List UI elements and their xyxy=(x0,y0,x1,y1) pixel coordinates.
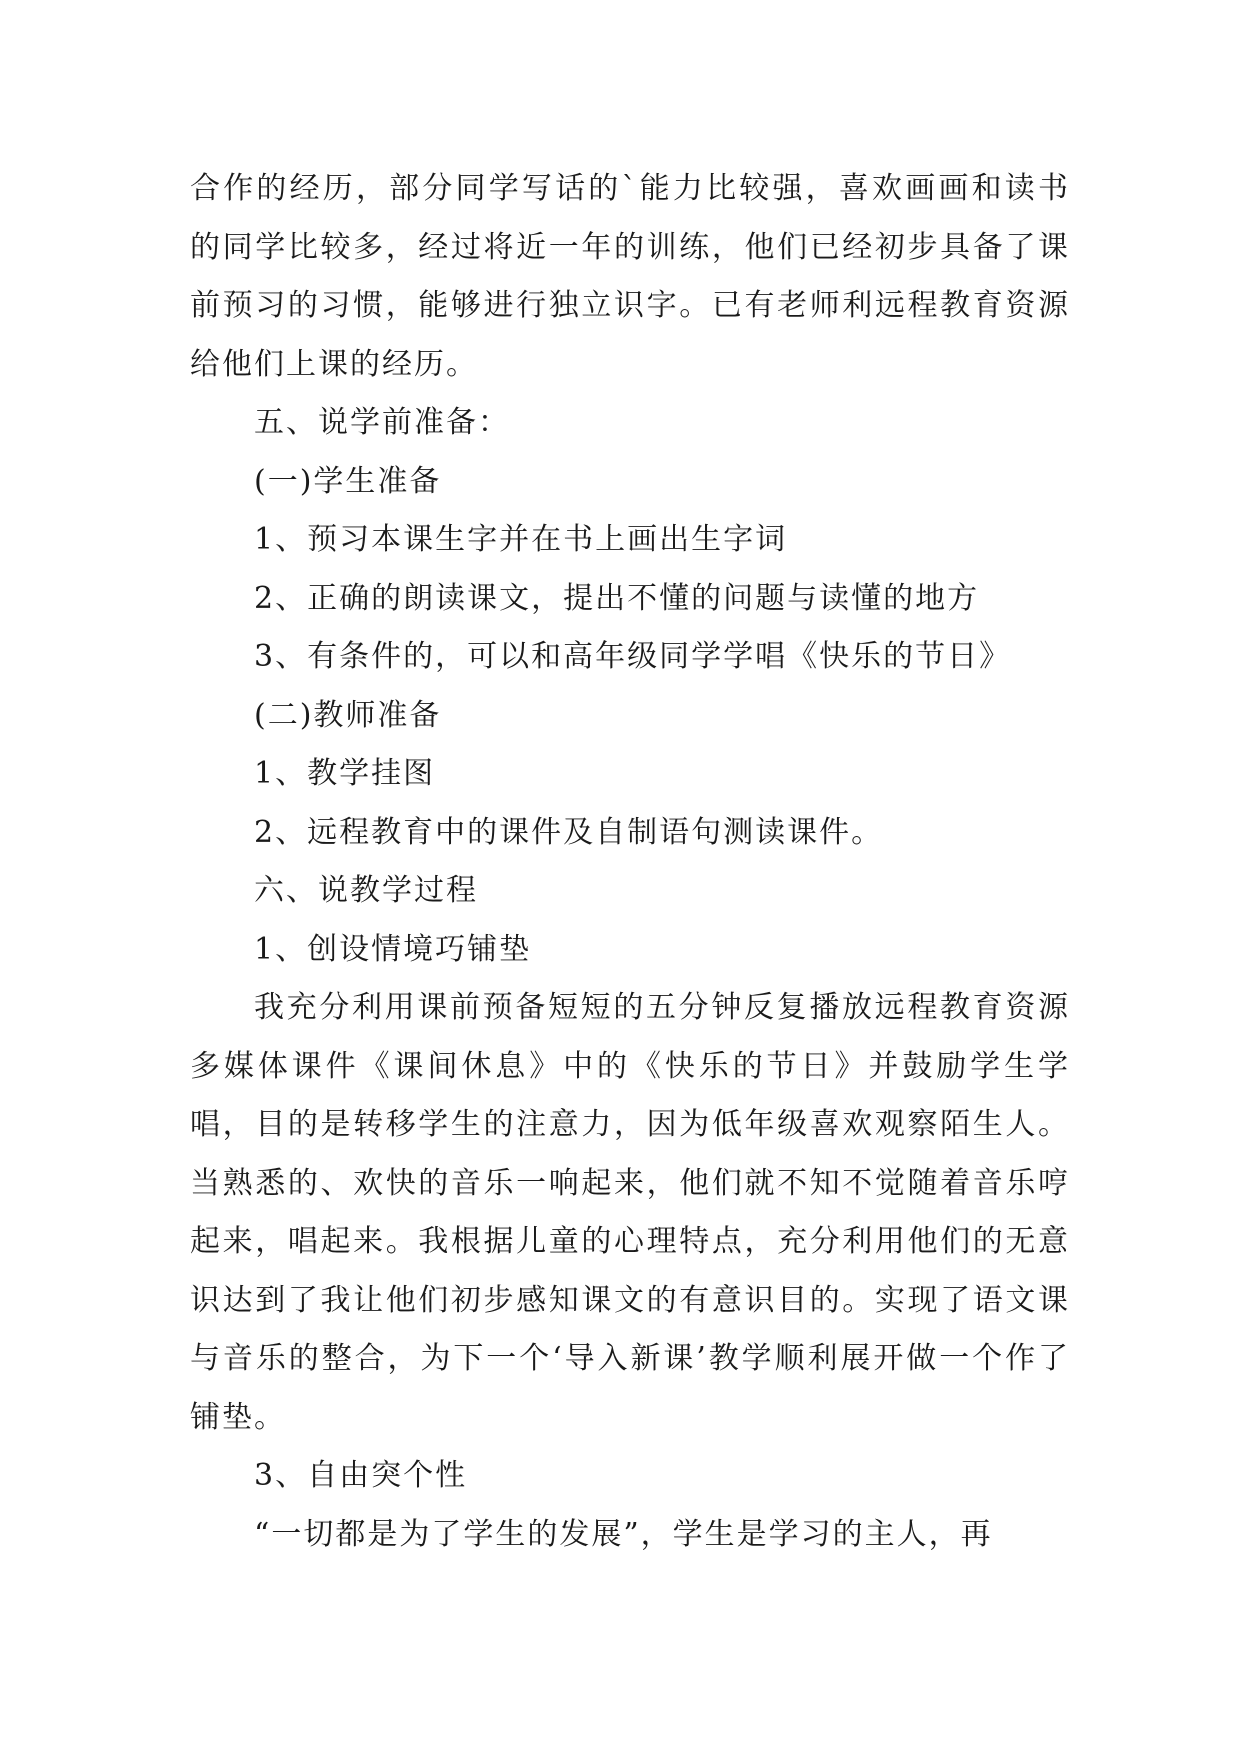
list-item-teacher-1: 1、教学挂图 xyxy=(254,756,436,791)
section-heading-teaching-process: 六、说教学过程 xyxy=(254,873,478,908)
subsection-student-preparation: (一)学生准备 xyxy=(254,463,442,499)
section-heading-preparation: 五、说学前准备： xyxy=(254,405,510,440)
list-item-student-3: 3、有条件的，可以和高年级同学学唱《快乐的节日》 xyxy=(254,639,1012,674)
step-heading-1: 1、创设情境巧铺垫 xyxy=(254,931,532,967)
step-heading-3: 3、自由突个性 xyxy=(254,1458,468,1493)
list-item-student-1: 1、预习本课生字并在书上画出生字词 xyxy=(254,522,788,557)
paragraph-step-1-body: 我充分利用课前预备短短的五分钟反复播放远程教育资源多媒体课件《课间休息》中的《快乐的节日》并鼓励学生学唱，目的是转移学生的注意力，因为低年级喜欢观察陌生人。当熟悉的、欢快的音乐一响起来，他们就不知不觉随着音乐哼起来，唱起来。我根据儿童的心理特点，充分利用他们的无意识达到了我让他们初步感知课文的有意识目的。实现了语文课与音乐的整合，为下一个‘导入新课’教学顺利展开做一个作了铺垫。 xyxy=(190,990,1070,1435)
list-item-teacher-2: 2、远程教育中的课件及自制语句测读课件。 xyxy=(254,814,884,850)
document-body xyxy=(190,160,1070,1564)
paragraph-intro-continuation: 合作的经历，部分同学写话的`能力比较强，喜欢画画和读书的同学比较多，经过将近一年的训练，他们已经初步具备了课前预习的习惯，能够进行独立识字。已有老师利远程教育资源给他们上课的经历。 xyxy=(190,171,1070,382)
subsection-teacher-preparation: (二)教师准备 xyxy=(254,697,442,733)
list-item-student-2: 2、正确的朗读课文，提出不懂的问题与读懂的地方 xyxy=(254,580,980,616)
paragraph-step-3-body: “一切都是为了学生的发展”，学生是学习的主人，再 xyxy=(254,1516,993,1552)
